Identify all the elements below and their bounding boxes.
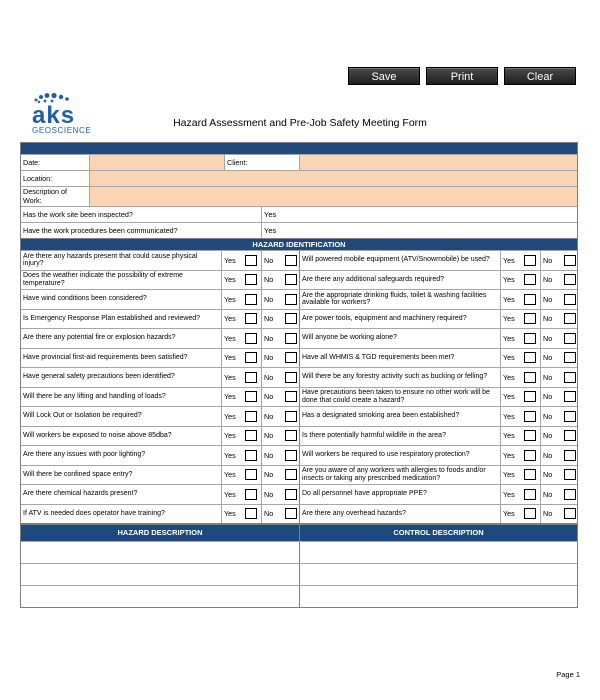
- date-client-row: [21, 154, 577, 170]
- hazard-question-text: If ATV is needed does operator have training?: [23, 509, 165, 517]
- yes-option: [221, 349, 261, 368]
- no-option: [261, 310, 299, 329]
- no-option: [540, 505, 578, 524]
- form-title: Hazard Assessment and Pre-Job Safety Meeting Form: [173, 117, 427, 129]
- yes-label: Yes: [224, 353, 236, 363]
- yes-label: Yes: [224, 470, 236, 480]
- no-option: [261, 349, 299, 368]
- yes-option: [221, 290, 261, 309]
- no-checkbox[interactable]: [564, 333, 576, 344]
- hazard-description-header: HAZARD DESCRIPTION: [21, 525, 299, 541]
- yes-checkbox[interactable]: [245, 372, 257, 383]
- yes-label: Yes: [503, 392, 515, 402]
- hazard-question-row: [21, 406, 577, 426]
- yes-option: [221, 446, 261, 465]
- location-input[interactable]: [89, 171, 577, 186]
- hazard-question-text: Are there any issues with poor lighting?: [23, 451, 146, 459]
- no-checkbox[interactable]: [285, 489, 297, 500]
- site-question-label: Have the work procedures been communicated?: [23, 226, 178, 235]
- no-label: No: [543, 372, 553, 382]
- hazard-question: [299, 329, 578, 348]
- client-label: Client:: [224, 155, 299, 170]
- no-option: [261, 368, 299, 387]
- hazard-question-text: Will anyone be working alone?: [302, 334, 397, 342]
- no-checkbox[interactable]: [564, 508, 576, 519]
- yes-checkbox[interactable]: [524, 313, 536, 324]
- control-description-input[interactable]: [299, 542, 577, 563]
- hazard-question-text: Have precautions been taken to ensure no other work will be done that could create a hazard?: [302, 389, 490, 404]
- no-checkbox[interactable]: [285, 352, 297, 363]
- yes-option: [500, 310, 540, 329]
- hazard-question-text: Have provincial first-aid requirements been satisfied?: [23, 353, 188, 361]
- no-option: [540, 466, 578, 485]
- control-description-input[interactable]: [299, 586, 577, 607]
- yes-option: [221, 505, 261, 524]
- location-label: Location:: [23, 174, 53, 183]
- no-checkbox[interactable]: [564, 372, 576, 383]
- hazard-question: [299, 407, 578, 426]
- no-checkbox[interactable]: [564, 255, 576, 266]
- yes-label: Yes: [503, 353, 515, 363]
- location-row: [21, 170, 577, 186]
- no-checkbox[interactable]: [285, 391, 297, 402]
- description-entry-row: [21, 563, 577, 585]
- no-label: No: [264, 411, 274, 421]
- no-checkbox[interactable]: [564, 489, 576, 500]
- yes-label: Yes: [503, 294, 515, 304]
- yes-label: Yes: [224, 333, 236, 343]
- hazard-question-text: Have all WHMIS & TGD requirements been met?: [302, 353, 455, 361]
- page-number: Page 1: [556, 670, 580, 679]
- hazard-question-row: [21, 387, 577, 407]
- no-checkbox[interactable]: [285, 255, 297, 266]
- no-option: [540, 349, 578, 368]
- no-label: No: [264, 450, 274, 460]
- yes-label: Yes: [503, 431, 515, 441]
- no-checkbox[interactable]: [564, 469, 576, 480]
- yes-checkbox[interactable]: [245, 469, 257, 480]
- hazard-question: [299, 446, 578, 465]
- yes-checkbox[interactable]: [524, 294, 536, 305]
- description-row: [21, 186, 577, 206]
- no-checkbox[interactable]: [564, 313, 576, 324]
- yes-checkbox[interactable]: [245, 274, 257, 285]
- description-label: Description of Work:: [23, 187, 67, 205]
- hazard-question: [21, 388, 299, 407]
- logo-subtext: GEOSCIENCE: [32, 126, 92, 135]
- yes-option: [500, 407, 540, 426]
- yes-checkbox[interactable]: [524, 508, 536, 519]
- yes-label: Yes: [224, 431, 236, 441]
- yes-checkbox[interactable]: [245, 313, 257, 324]
- site-question-label: Has the work site been inspected?: [23, 210, 133, 219]
- yes-checkbox[interactable]: [524, 450, 536, 461]
- no-option: [540, 446, 578, 465]
- hazard-question: [21, 368, 299, 387]
- no-option: [261, 407, 299, 426]
- yes-checkbox[interactable]: [524, 255, 536, 266]
- yes-option: [500, 466, 540, 485]
- no-checkbox[interactable]: [285, 411, 297, 422]
- yes-label: Yes: [503, 489, 515, 499]
- yes-option: [221, 427, 261, 446]
- yes-checkbox[interactable]: [245, 430, 257, 441]
- hazard-question-row: [21, 426, 577, 446]
- yes-option: [500, 251, 540, 270]
- no-option: [261, 290, 299, 309]
- hazard-question-row: [21, 250, 577, 270]
- hazard-question-text: Do all personnel have appropriate PPE?: [302, 490, 427, 498]
- hazard-question-text: Will there be any forestry activity such as bucking or felling?: [302, 373, 488, 381]
- no-option: [261, 388, 299, 407]
- yes-checkbox[interactable]: [245, 450, 257, 461]
- no-option: [540, 251, 578, 270]
- no-option: [540, 290, 578, 309]
- hazard-question-text: Have wind conditions been considered?: [23, 295, 147, 303]
- no-label: No: [264, 255, 274, 265]
- yes-checkbox[interactable]: [245, 391, 257, 402]
- yes-label: Yes: [503, 314, 515, 324]
- no-option: [261, 329, 299, 348]
- hazard-question-text: Does the weather indicate the possibility of extreme temperature?: [23, 272, 183, 287]
- no-checkbox[interactable]: [285, 372, 297, 383]
- hazard-question-text: Are there any hazards present that could cause physical injury?: [23, 252, 198, 268]
- no-checkbox[interactable]: [564, 450, 576, 461]
- no-option: [261, 251, 299, 270]
- no-label: No: [543, 509, 553, 519]
- yes-option: [221, 368, 261, 387]
- no-option: [540, 368, 578, 387]
- yes-checkbox[interactable]: [524, 489, 536, 500]
- hazard-question: [21, 310, 299, 329]
- hazard-question: [299, 485, 578, 504]
- no-label: No: [264, 294, 274, 304]
- yes-option: [500, 505, 540, 524]
- no-label: No: [543, 470, 553, 480]
- no-checkbox[interactable]: [285, 274, 297, 285]
- hazard-question-text: Are you aware of any workers with allergies to foods and/or insects or taking any prescribed medication?: [302, 467, 486, 482]
- no-label: No: [543, 431, 553, 441]
- no-checkbox[interactable]: [285, 450, 297, 461]
- no-label: No: [264, 314, 274, 324]
- no-option: [540, 407, 578, 426]
- no-label: No: [264, 509, 274, 519]
- hazard-question-text: Are power tools, equipment and machinery required?: [302, 314, 467, 322]
- save-button[interactable]: Save: [348, 67, 420, 85]
- no-option: [540, 427, 578, 446]
- yes-checkbox[interactable]: [524, 469, 536, 480]
- hazard-question-text: Are there any overhead hazards?: [302, 509, 406, 517]
- site-question-row: [21, 206, 577, 222]
- hazard-question-row: [21, 484, 577, 504]
- yes-label: Yes: [503, 255, 515, 265]
- hazard-question: [299, 505, 578, 524]
- yes-option: [221, 310, 261, 329]
- no-option: [540, 388, 578, 407]
- no-label: No: [543, 450, 553, 460]
- no-checkbox[interactable]: [564, 411, 576, 422]
- hazard-question: [299, 290, 578, 309]
- description-entry-row: [21, 541, 577, 563]
- hazard-question-text: Will Lock Out or Isolation be required?: [23, 412, 142, 420]
- hazard-question-text: Are there chemical hazards present?: [23, 490, 138, 498]
- no-label: No: [543, 294, 553, 304]
- yes-option: [221, 485, 261, 504]
- no-option: [540, 329, 578, 348]
- yes-label: Yes: [224, 275, 236, 285]
- no-label: No: [264, 353, 274, 363]
- hazard-question-text: Will there be confined space entry?: [23, 470, 133, 478]
- description-entry-row: [21, 585, 577, 607]
- yes-option: [500, 485, 540, 504]
- yes-label: Yes: [224, 314, 236, 324]
- hazard-question: [21, 427, 299, 446]
- hazard-question-row: [21, 270, 577, 290]
- hazard-question-text: Will there be any lifting and handling of loads?: [23, 392, 166, 400]
- hazard-description-input[interactable]: [21, 564, 299, 585]
- yes-checkbox[interactable]: [245, 489, 257, 500]
- yes-option: [500, 427, 540, 446]
- yes-label: Yes: [503, 275, 515, 285]
- yes-option: [500, 329, 540, 348]
- no-label: No: [543, 411, 553, 421]
- no-option: [540, 485, 578, 504]
- hazard-question: [21, 407, 299, 426]
- no-label: No: [264, 275, 274, 285]
- hazard-question-text: Will workers be required to use respiratory protection?: [302, 451, 470, 459]
- hazard-question-row: [21, 348, 577, 368]
- no-label: No: [264, 333, 274, 343]
- no-option: [540, 310, 578, 329]
- logo-text: aks: [32, 102, 76, 129]
- toolbar: [348, 67, 576, 85]
- no-checkbox[interactable]: [285, 469, 297, 480]
- control-description-input[interactable]: [299, 564, 577, 585]
- no-label: No: [264, 470, 274, 480]
- yes-label: Yes: [503, 509, 515, 519]
- no-checkbox[interactable]: [285, 294, 297, 305]
- hazard-question: [21, 329, 299, 348]
- yes-option: [500, 290, 540, 309]
- company-logo: [30, 92, 106, 136]
- yes-label: Yes: [224, 392, 236, 402]
- yes-checkbox[interactable]: [245, 508, 257, 519]
- yes-label: Yes: [503, 333, 515, 343]
- yes-option: [500, 368, 540, 387]
- yes-label: Yes: [503, 372, 515, 382]
- hazard-question-row: [21, 328, 577, 348]
- hazard-question: [299, 388, 578, 407]
- hazard-question: [21, 505, 299, 524]
- hazard-question-row: [21, 367, 577, 387]
- hazard-question: [299, 349, 578, 368]
- no-label: No: [543, 489, 553, 499]
- yes-option: [221, 407, 261, 426]
- yes-label: Yes: [224, 411, 236, 421]
- no-option: [261, 505, 299, 524]
- hazard-question-row: [21, 289, 577, 309]
- no-option: [261, 427, 299, 446]
- yes-checkbox[interactable]: [524, 372, 536, 383]
- hazard-question-text: Have general safety precautions been identified?: [23, 373, 175, 381]
- hazard-question: [21, 271, 299, 290]
- no-label: No: [543, 333, 553, 343]
- yes-option: [221, 271, 261, 290]
- no-checkbox[interactable]: [564, 274, 576, 285]
- yes-label: Yes: [503, 411, 515, 421]
- yes-checkbox[interactable]: [245, 333, 257, 344]
- hazard-question-row: [21, 465, 577, 485]
- yes-label: Yes: [224, 509, 236, 519]
- yes-checkbox[interactable]: [524, 352, 536, 363]
- site-question-answer[interactable]: Yes: [261, 223, 577, 238]
- hazard-question-row: [21, 504, 577, 524]
- hazard-description-input[interactable]: [21, 586, 299, 607]
- hazard-identification-header: HAZARD IDENTIFICATION: [21, 238, 577, 250]
- hazard-question-text: Will powered mobile equipment (ATV/Snowmobile) be used?: [302, 256, 490, 264]
- no-label: No: [543, 353, 553, 363]
- no-label: No: [543, 255, 553, 265]
- no-label: No: [264, 431, 274, 441]
- yes-label: Yes: [224, 255, 236, 265]
- no-checkbox[interactable]: [564, 352, 576, 363]
- hazard-form: [20, 142, 578, 608]
- site-question-row: [21, 222, 577, 238]
- yes-label: Yes: [503, 450, 515, 460]
- no-option: [261, 466, 299, 485]
- yes-option: [221, 251, 261, 270]
- yes-label: Yes: [503, 470, 515, 480]
- hazard-question-row: [21, 445, 577, 465]
- hazard-question: [21, 466, 299, 485]
- site-question-answer[interactable]: Yes: [261, 207, 577, 222]
- hazard-question-list: [21, 250, 577, 523]
- hazard-question: [21, 485, 299, 504]
- no-checkbox[interactable]: [285, 313, 297, 324]
- no-label: No: [543, 275, 553, 285]
- no-checkbox[interactable]: [285, 508, 297, 519]
- hazard-question: [21, 251, 299, 270]
- hazard-question-text: Is there potentially harmful wildlife in the area?: [302, 431, 446, 439]
- hazard-question: [299, 427, 578, 446]
- hazard-question: [299, 251, 578, 270]
- date-input[interactable]: [89, 155, 224, 170]
- hazard-question: [21, 349, 299, 368]
- no-label: No: [264, 489, 274, 499]
- no-option: [261, 271, 299, 290]
- hazard-question: [299, 368, 578, 387]
- yes-checkbox[interactable]: [524, 333, 536, 344]
- clear-button[interactable]: Clear: [504, 67, 576, 85]
- hazard-question: [21, 446, 299, 465]
- yes-checkbox[interactable]: [524, 411, 536, 422]
- hazard-question-text: Are the appropriate drinking fluids, toilet & washing facilities available for workers?: [302, 291, 487, 307]
- no-label: No: [543, 392, 553, 402]
- hazard-question-text: Are there any additional safeguards required?: [302, 275, 445, 283]
- hazard-question-row: [21, 309, 577, 329]
- yes-checkbox[interactable]: [524, 430, 536, 441]
- date-label: Date:: [23, 158, 41, 167]
- form-header-bar: [21, 143, 577, 154]
- hazard-question: [299, 310, 578, 329]
- no-checkbox[interactable]: [564, 430, 576, 441]
- yes-option: [221, 388, 261, 407]
- yes-label: Yes: [224, 372, 236, 382]
- yes-checkbox[interactable]: [245, 411, 257, 422]
- yes-label: Yes: [224, 489, 236, 499]
- hazard-question-text: Has a designated smoking area been established?: [302, 412, 460, 420]
- hazard-question-text: Is Emergency Response Plan established and reviewed?: [23, 314, 201, 322]
- description-headers: [21, 523, 577, 541]
- yes-checkbox[interactable]: [245, 294, 257, 305]
- yes-option: [500, 271, 540, 290]
- yes-option: [500, 388, 540, 407]
- yes-checkbox[interactable]: [245, 255, 257, 266]
- no-label: No: [264, 372, 274, 382]
- yes-option: [221, 329, 261, 348]
- yes-label: Yes: [224, 294, 236, 304]
- no-checkbox[interactable]: [564, 294, 576, 305]
- no-label: No: [543, 314, 553, 324]
- hazard-question: [299, 466, 578, 485]
- hazard-question-text: Are there any potential fire or explosion hazards?: [23, 334, 176, 342]
- yes-checkbox[interactable]: [245, 352, 257, 363]
- yes-option: [221, 466, 261, 485]
- client-input[interactable]: [299, 155, 577, 170]
- no-label: No: [264, 392, 274, 402]
- yes-checkbox[interactable]: [524, 391, 536, 402]
- hazard-question-text: Will workers be exposed to noise above 85dba?: [23, 431, 172, 439]
- no-checkbox[interactable]: [285, 333, 297, 344]
- no-option: [540, 271, 578, 290]
- hazard-question: [21, 290, 299, 309]
- no-option: [261, 485, 299, 504]
- yes-option: [500, 446, 540, 465]
- yes-label: Yes: [224, 450, 236, 460]
- yes-checkbox[interactable]: [524, 274, 536, 285]
- print-button[interactable]: Print: [426, 67, 498, 85]
- hazard-question: [299, 271, 578, 290]
- control-description-header: CONTROL DESCRIPTION: [299, 525, 577, 541]
- no-checkbox[interactable]: [285, 430, 297, 441]
- no-checkbox[interactable]: [564, 391, 576, 402]
- yes-option: [500, 349, 540, 368]
- hazard-description-input[interactable]: [21, 542, 299, 563]
- no-option: [261, 446, 299, 465]
- description-input[interactable]: [89, 187, 577, 206]
